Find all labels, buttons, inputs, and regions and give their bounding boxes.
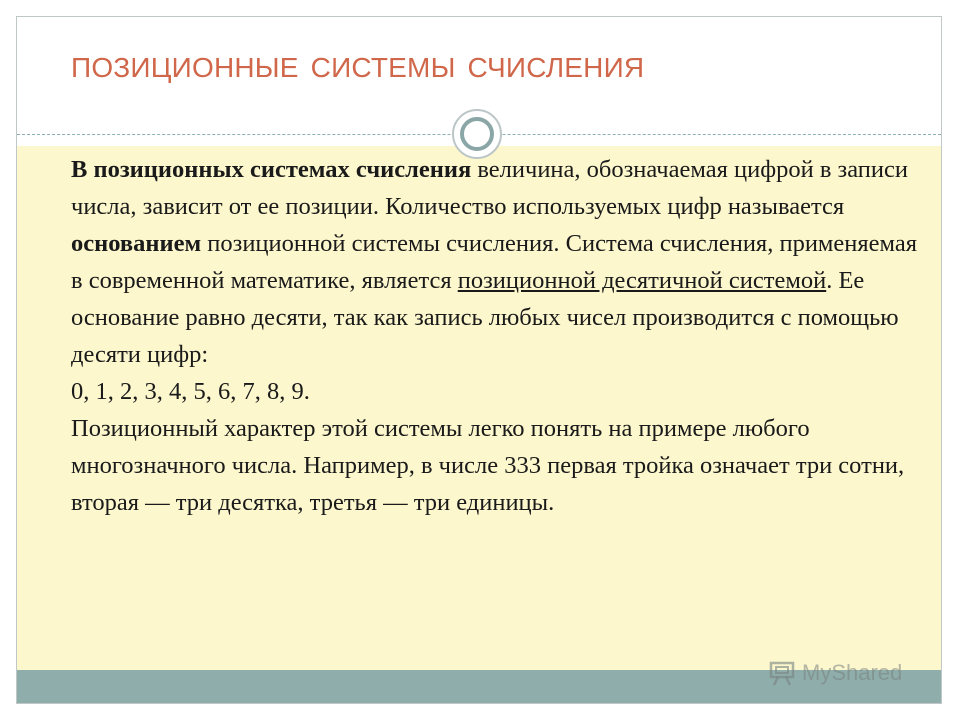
slide-body (71, 151, 921, 521)
paragraph-text-a: величина, обозначаемая цифрой в записи числа, зависит от ее позиции. Количество используемых цифр называется (71, 156, 908, 220)
presentation-board-icon (768, 660, 796, 686)
paragraph-example: Позиционный характер этой системы легко понять на примере любого многозначного числа. Например, в числе 333 первая тройка означает три сотни, вторая — три десятка, третья — три единицы. (71, 415, 905, 516)
digits-line: 0, 1, 2, 3, 4, 5, 6, 7, 8, 9. (71, 378, 310, 405)
bold-lead: В позиционных системах счисления (71, 156, 472, 183)
paragraph-text-c: . Ее основание равно десяти, так как запись любых чисел производится с помощью десяти цифр: (71, 267, 899, 368)
paragraph-text-b: позиционной системы счисления. Система счисления, применяемая в современной математике, является (71, 230, 918, 294)
divider-ring-inner (460, 117, 494, 151)
watermark-text: MyShared (802, 660, 903, 685)
paragraph-definition (71, 151, 921, 373)
slide-title: ПОЗИЦИОННЫЕ СИСТЕМЫ СЧИСЛЕНИЯ (71, 52, 645, 83)
watermark (768, 657, 902, 689)
bold-term-base: основанием (71, 230, 202, 257)
underlined-term: позиционной десятичной системой (457, 267, 827, 294)
